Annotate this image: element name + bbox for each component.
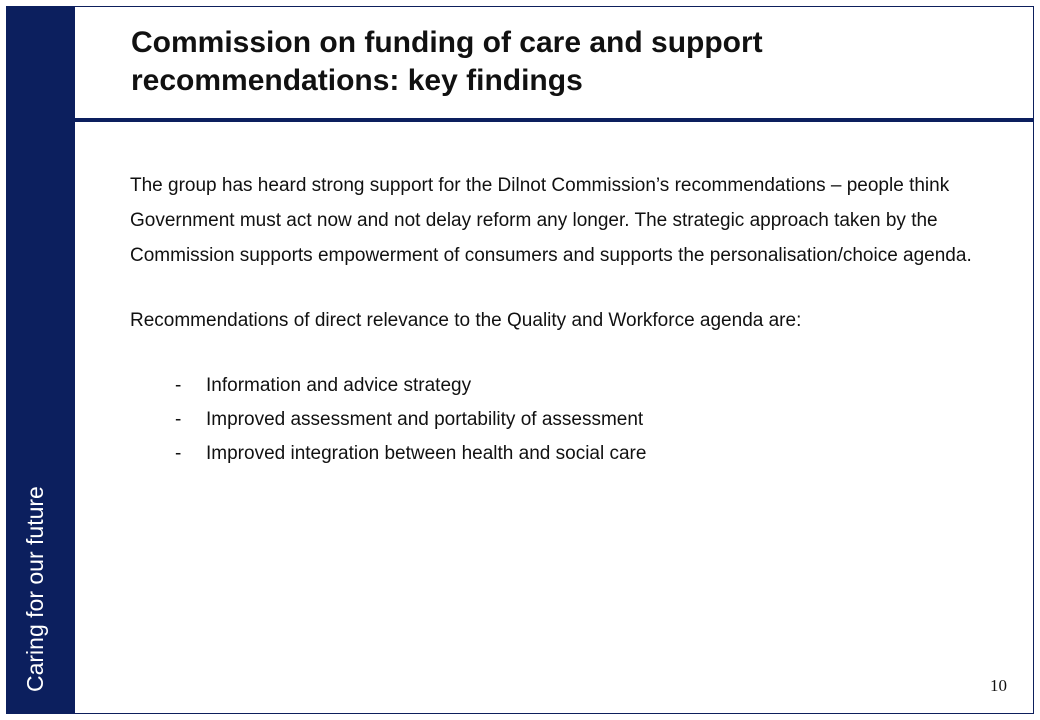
page-number: 10 — [990, 676, 1007, 695]
body-paragraph-1: The group has heard strong support for the Dilnot Commission’s recommendations – people think Government must act now and not delay reform any longer. The strategic approach taken by the Commission supports empowerment of consumers and supports the personalisation/choice agenda. — [130, 175, 972, 266]
list-item-text: Information and advice strategy — [206, 375, 472, 396]
list-item — [175, 369, 1000, 403]
slide-title — [131, 24, 1011, 100]
bullet-marker: - — [175, 409, 182, 430]
recommendation-list — [130, 369, 1000, 471]
list-item — [175, 403, 1000, 437]
body-paragraph-2: Recommendations of direct relevance to the Quality and Workforce agenda are: — [130, 310, 802, 331]
slide-title-line-2: recommendations: key findings — [131, 64, 583, 97]
list-item-text: Improved integration between health and social care — [206, 443, 647, 464]
bullet-marker: - — [175, 375, 182, 396]
title-underline — [75, 118, 1034, 122]
slide-body — [130, 168, 1000, 471]
sidebar-text: Caring for our future — [22, 486, 48, 692]
list-item-text: Improved assessment and portability of assessment — [206, 409, 644, 430]
list-item — [175, 437, 1000, 471]
slide-title-line-1: Commission on funding of care and support — [131, 26, 763, 59]
bullet-marker: - — [175, 443, 182, 464]
